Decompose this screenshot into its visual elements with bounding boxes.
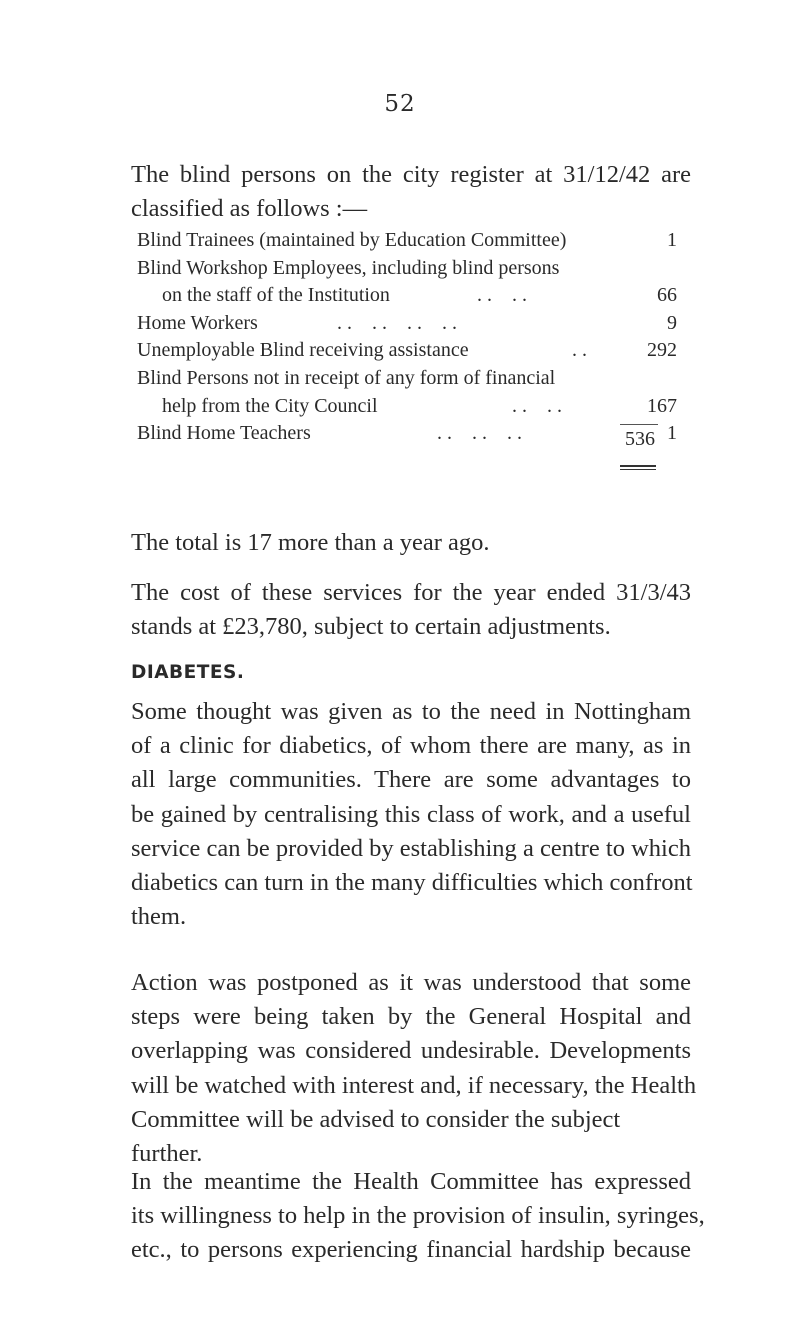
leader-dots: . . . . . . . . — [337, 311, 457, 334]
diabetes-paragraph-1 — [131, 695, 691, 934]
total-double-rule — [620, 465, 656, 467]
paragraph-line: will be watched with interest and, if necessary, the Health — [131, 1071, 697, 1099]
register-row-label: Home Workers . . . . . . . . — [137, 310, 617, 338]
diabetes-paragraph-3 — [131, 1165, 705, 1268]
paragraph-line: overlapping was considered undesirable. Developments — [131, 1037, 691, 1065]
register-row-label: Blind Trainees (maintained by Education Committee) — [137, 229, 567, 251]
page-number: 52 — [384, 91, 416, 117]
leader-dots: . . . . — [512, 394, 562, 417]
total-double-rule — [620, 469, 656, 470]
paragraph-line: of a clinic for diabetics, of whom there are many, as in — [131, 732, 691, 760]
register-row — [137, 365, 677, 420]
register-row-value: 1 — [667, 229, 677, 251]
register-row-value: 1 — [667, 422, 677, 445]
cost-line: The cost of these services for the year ended 31/3/43 — [131, 579, 691, 606]
paragraph-line: diabetics can turn in the many difficulties which confront — [131, 869, 693, 897]
paragraph-line: Committee will be advised to consider the subject further. — [131, 1105, 621, 1168]
total-note-line: The total is 17 more than a year ago. — [131, 529, 490, 556]
register-row-label — [137, 365, 617, 420]
register-row-value: 167 — [647, 394, 677, 417]
paragraph-line: Some thought was given as to the need in Nottingham — [131, 698, 691, 725]
register-row-value: 292 — [647, 339, 677, 362]
leader-dots: . . — [572, 339, 587, 362]
register-row — [137, 227, 677, 255]
leader-dots: . . . . . . — [437, 422, 522, 445]
register-row-label-cont: help from the City Council . . . . — [137, 393, 617, 421]
register-row-label-cont: on the staff of the Institution . . . . — [137, 282, 617, 310]
register-row-label: Unemployable Blind receiving assistance . . — [137, 337, 617, 365]
paragraph-line: its willingness to help in the provision of insulin, syringes, — [131, 1202, 705, 1230]
register-row — [137, 420, 677, 448]
register-row-label: Blind Home Teachers . . . . . . — [137, 420, 617, 448]
register-total: 536 — [625, 428, 655, 450]
total-note — [131, 526, 691, 560]
cost-paragraph — [131, 576, 691, 644]
register-row-value: 66 — [657, 284, 677, 307]
register-row-label-line: Blind Persons not in receipt of any form of financial — [137, 366, 556, 389]
register-row-label-line: Blind Workshop Employees, including blind persons — [137, 256, 560, 279]
paragraph-line: Action was postponed as it was understood that some — [131, 969, 691, 996]
register-table — [137, 227, 677, 448]
total-rule-top — [620, 424, 658, 425]
register-row-value: 9 — [667, 311, 677, 334]
intro-paragraph — [131, 158, 691, 226]
paragraph-line: be gained by centralising this class of work, and a useful — [131, 800, 691, 828]
paragraph-line: etc., to persons experiencing financial hardship because — [131, 1236, 691, 1264]
cost-line: stands at £23,780, subject to certain adjustments. — [131, 613, 611, 641]
section-heading: DIABETES. — [131, 662, 245, 683]
paragraph-line: In the meantime the Health Committee has expressed — [131, 1168, 691, 1195]
intro-line: classified as follows :— — [131, 195, 368, 222]
paragraph-line: them. — [131, 903, 187, 931]
register-row — [137, 337, 677, 365]
register-row-label — [137, 255, 617, 310]
leader-dots: . . . . — [477, 284, 527, 307]
register-row — [137, 255, 677, 310]
intro-line: The blind persons on the city register at 31/12/42 are — [131, 161, 691, 188]
paragraph-line: service can be provided by establishing a centre to which — [131, 834, 691, 862]
paragraph-line: all large communities. There are some advantages to — [131, 766, 691, 794]
register-row — [137, 310, 677, 338]
diabetes-paragraph-2 — [131, 966, 697, 1171]
paragraph-line: steps were being taken by the General Hospital and — [131, 1003, 691, 1031]
